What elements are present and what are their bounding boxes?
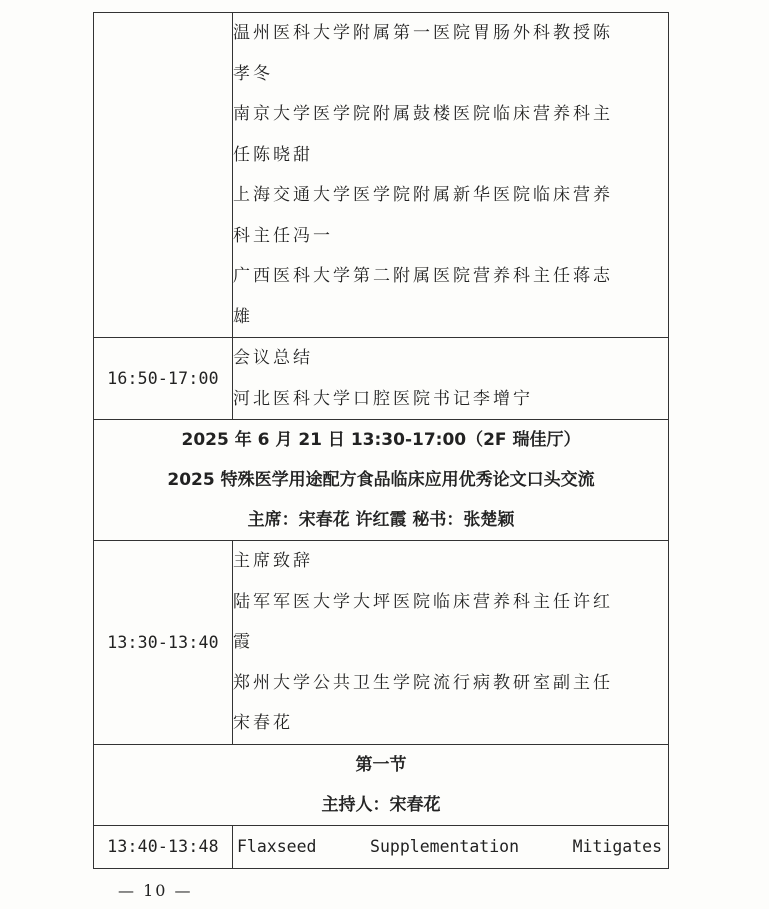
speaker-line: 温州医科大学附属第一医院胃肠外科教授陈 <box>233 23 613 43</box>
speaker-line: 河北医科大学口腔医院书记李增宁 <box>233 388 533 409</box>
speaker-line: 科主任冯一 <box>233 225 333 246</box>
session-datetime: 2025 年 6 月 21 日 13:30-17:00（2F 瑞佳厅） <box>181 430 581 450</box>
page-number: — 10 — <box>118 881 193 900</box>
time-cell: 13:40-13:48 <box>94 825 233 868</box>
session-header-row <box>94 420 669 541</box>
schedule-row-opening <box>94 541 669 745</box>
agenda-item: 会议总结 <box>233 348 313 368</box>
speaker-line: 雄 <box>233 306 253 327</box>
speaker-line: 广西医科大学第二附属医院营养科主任蒋志 <box>233 266 613 286</box>
schedule-row-summary <box>94 338 669 420</box>
speaker-line: 孝冬 <box>233 63 273 84</box>
speaker-line: 南京大学医学院附属鼓楼医院临床营养科主 <box>233 104 613 124</box>
section-title: 第一节 <box>355 754 407 775</box>
section-header <box>94 744 669 825</box>
schedule-table <box>93 12 669 869</box>
speaker-line: 上海交通大学医学院附属新华医院临床营养 <box>233 185 613 205</box>
talk-title-word: Supplementation <box>370 836 520 856</box>
speakers-cell <box>233 13 669 338</box>
speaker-line: 霞 <box>233 632 253 652</box>
talk-title <box>233 826 668 868</box>
talk-title-word: Mitigates <box>572 836 662 856</box>
summary-cell <box>233 338 669 420</box>
schedule-row-speakers <box>94 13 669 338</box>
opening-cell <box>233 541 669 745</box>
speaker-line: 任陈晓甜 <box>233 144 313 165</box>
time-cell: 16:50-17:00 <box>94 338 233 420</box>
session-title: 2025 特殊医学用途配方食品临床应用优秀论文口头交流 <box>167 470 595 490</box>
agenda-item: 主席致辞 <box>233 551 313 571</box>
section-header-row <box>94 744 669 825</box>
session-chairs: 主席：宋春花 许红霞 秘书：张楚颖 <box>247 510 515 530</box>
speaker-line: 郑州大学公共卫生学院流行病教研室副主任 <box>233 672 613 693</box>
time-cell <box>94 13 233 338</box>
speaker-line: 陆军军医大学大坪医院临床营养科主任许红 <box>233 591 613 612</box>
talk-title-word: Flaxseed <box>237 836 317 856</box>
talk-title-cell <box>233 825 669 868</box>
section-host: 主持人：宋春花 <box>321 794 441 815</box>
time-cell: 13:30-13:40 <box>94 541 233 745</box>
session-header <box>94 420 669 541</box>
speaker-line: 宋春花 <box>233 713 293 733</box>
schedule-row-talk <box>94 825 669 868</box>
